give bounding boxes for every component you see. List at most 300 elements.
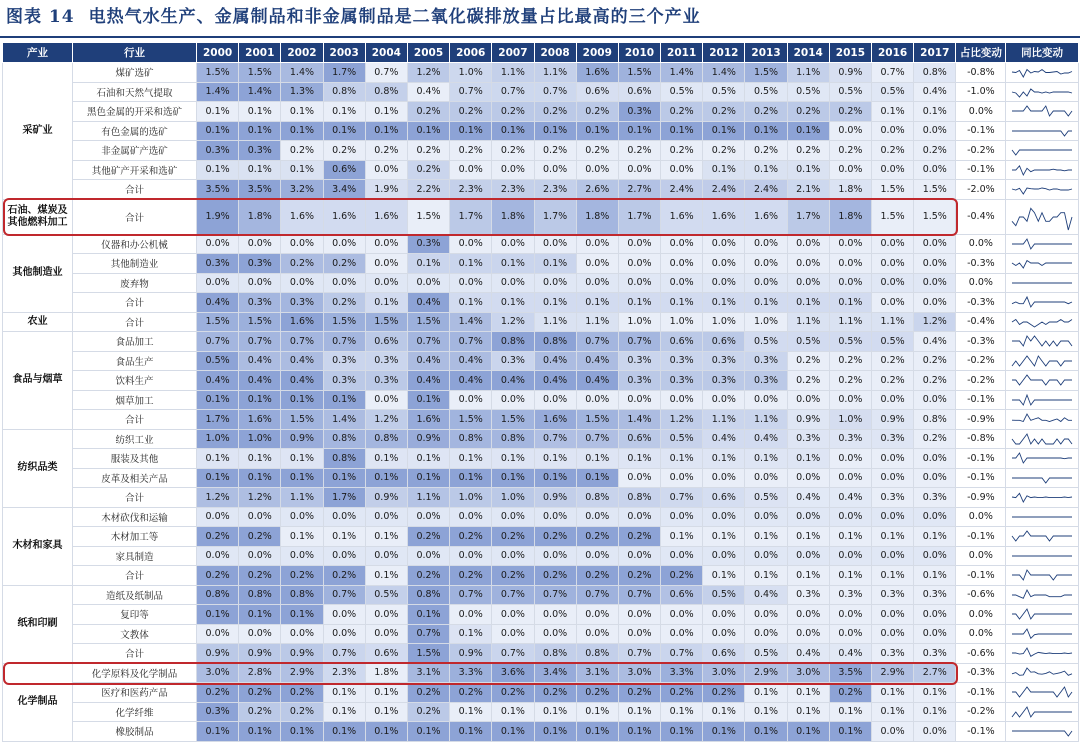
value-cell: 0.0% bbox=[787, 507, 829, 527]
value-cell: 0.0% bbox=[492, 273, 534, 293]
value-cell: 1.0% bbox=[745, 312, 787, 332]
value-cell: 0.1% bbox=[239, 102, 281, 122]
value-cell: 0.8% bbox=[323, 449, 365, 469]
value-cell: 1.5% bbox=[872, 180, 914, 200]
industry-cell: 饮料生产 bbox=[73, 371, 197, 391]
value-cell: 0.8% bbox=[323, 82, 365, 102]
table-row bbox=[3, 644, 1079, 664]
value-cell: 0.3% bbox=[197, 254, 239, 274]
value-cell: 0.6% bbox=[365, 644, 407, 664]
sparkline bbox=[1010, 104, 1074, 118]
value-cell: 0.0% bbox=[829, 507, 871, 527]
sparkline bbox=[1010, 237, 1074, 251]
industry-cell: 家具制造 bbox=[73, 546, 197, 566]
value-cell: 0.0% bbox=[576, 234, 618, 254]
value-cell: 0.0% bbox=[365, 273, 407, 293]
value-cell: 0.5% bbox=[745, 332, 787, 352]
value-cell: 0.8% bbox=[197, 585, 239, 605]
value-cell: 0.2% bbox=[872, 141, 914, 161]
value-cell: 0.0% bbox=[872, 121, 914, 141]
trend-cell bbox=[1006, 624, 1078, 644]
value-cell: 0.1% bbox=[914, 102, 956, 122]
value-cell: 1.4% bbox=[618, 410, 660, 430]
sparkline-path bbox=[1012, 590, 1072, 598]
value-cell: 0.1% bbox=[534, 702, 576, 722]
value-cell: 3.2% bbox=[281, 180, 323, 200]
value-cell: 0.6% bbox=[661, 332, 703, 352]
value-cell: 0.1% bbox=[323, 722, 365, 742]
trend-cell bbox=[1006, 429, 1078, 449]
value-cell: 0.4% bbox=[450, 371, 492, 391]
value-cell: 0.4% bbox=[492, 371, 534, 391]
value-cell: 0.1% bbox=[407, 254, 449, 274]
value-cell: 0.1% bbox=[576, 449, 618, 469]
value-cell: 1.6% bbox=[661, 199, 703, 234]
value-cell: 0.2% bbox=[829, 683, 871, 703]
trend-cell bbox=[1006, 199, 1078, 234]
title-rule bbox=[0, 36, 1080, 38]
value-cell: 0.2% bbox=[323, 566, 365, 586]
value-cell: 0.2% bbox=[239, 566, 281, 586]
change-cell: 0.0% bbox=[956, 507, 1006, 527]
value-cell: 0.0% bbox=[661, 624, 703, 644]
value-cell: 0.1% bbox=[450, 121, 492, 141]
industry-cell: 其他矿产开采和选矿 bbox=[73, 160, 197, 180]
value-cell: 0.0% bbox=[197, 273, 239, 293]
value-cell: 3.1% bbox=[576, 663, 618, 683]
sparkline-path bbox=[1012, 188, 1072, 194]
value-cell: 0.1% bbox=[703, 702, 745, 722]
sparkline bbox=[1010, 412, 1074, 426]
industry-cell: 化学纤维 bbox=[73, 702, 197, 722]
value-cell: 0.1% bbox=[323, 390, 365, 410]
value-cell: 0.8% bbox=[239, 585, 281, 605]
value-cell: 0.1% bbox=[281, 121, 323, 141]
sparkline-path bbox=[1012, 150, 1072, 155]
table-row bbox=[3, 234, 1079, 254]
value-cell: 1.0% bbox=[703, 312, 745, 332]
change-cell: -0.4% bbox=[956, 199, 1006, 234]
value-cell: 0.3% bbox=[914, 585, 956, 605]
value-cell: 0.0% bbox=[914, 390, 956, 410]
sparkline-path bbox=[1012, 208, 1072, 230]
header-year: 2015 bbox=[829, 43, 871, 63]
value-cell: 0.7% bbox=[365, 63, 407, 83]
value-cell: 0.2% bbox=[787, 141, 829, 161]
trend-cell bbox=[1006, 121, 1078, 141]
header-year: 2012 bbox=[703, 43, 745, 63]
change-cell: -0.1% bbox=[956, 722, 1006, 742]
value-cell: 0.0% bbox=[703, 546, 745, 566]
value-cell: 0.0% bbox=[914, 234, 956, 254]
table-row bbox=[3, 566, 1079, 586]
value-cell: 0.0% bbox=[661, 507, 703, 527]
value-cell: 0.0% bbox=[661, 546, 703, 566]
value-cell: 1.6% bbox=[534, 410, 576, 430]
sparkline-path bbox=[1012, 395, 1072, 405]
value-cell: 0.0% bbox=[661, 468, 703, 488]
value-cell: 0.6% bbox=[365, 332, 407, 352]
value-cell: 0.2% bbox=[323, 254, 365, 274]
value-cell: 1.0% bbox=[239, 429, 281, 449]
value-cell: 0.2% bbox=[323, 293, 365, 313]
change-cell: -0.1% bbox=[956, 449, 1006, 469]
value-cell: 1.6% bbox=[365, 199, 407, 234]
value-cell: 2.7% bbox=[618, 180, 660, 200]
value-cell: 0.2% bbox=[450, 102, 492, 122]
value-cell: 0.0% bbox=[197, 546, 239, 566]
value-cell: 0.3% bbox=[829, 429, 871, 449]
value-cell: 0.1% bbox=[197, 121, 239, 141]
industry-cell: 有色金属的选矿 bbox=[73, 121, 197, 141]
value-cell: 0.5% bbox=[829, 332, 871, 352]
industry-cell: 煤矿选矿 bbox=[73, 63, 197, 83]
trend-cell bbox=[1006, 585, 1078, 605]
value-cell: 1.6% bbox=[576, 63, 618, 83]
change-cell: -0.1% bbox=[956, 527, 1006, 547]
header-year: 2016 bbox=[872, 43, 914, 63]
value-cell: 0.3% bbox=[323, 371, 365, 391]
value-cell: 0.6% bbox=[576, 82, 618, 102]
value-cell: 1.5% bbox=[281, 410, 323, 430]
sector-cell: 化学制品 bbox=[3, 663, 73, 741]
value-cell: 1.1% bbox=[492, 63, 534, 83]
value-cell: 0.8% bbox=[576, 488, 618, 508]
trend-cell bbox=[1006, 449, 1078, 469]
value-cell: 0.2% bbox=[407, 683, 449, 703]
sparkline-path bbox=[1012, 319, 1072, 327]
industry-cell: 废弃物 bbox=[73, 273, 197, 293]
value-cell: 0.8% bbox=[365, 429, 407, 449]
sparkline-path bbox=[1012, 70, 1072, 78]
sector-cell: 其他制造业 bbox=[3, 234, 73, 312]
value-cell: 0.0% bbox=[281, 546, 323, 566]
value-cell: 1.6% bbox=[745, 199, 787, 234]
value-cell: 0.7% bbox=[618, 585, 660, 605]
value-cell: 0.1% bbox=[618, 121, 660, 141]
sparkline bbox=[1010, 588, 1074, 602]
value-cell: 0.7% bbox=[661, 644, 703, 664]
header-year: 2002 bbox=[281, 43, 323, 63]
industry-cell: 合计 bbox=[73, 180, 197, 200]
value-cell: 0.0% bbox=[281, 624, 323, 644]
value-cell: 0.0% bbox=[450, 390, 492, 410]
value-cell: 0.2% bbox=[703, 683, 745, 703]
value-cell: 0.3% bbox=[829, 585, 871, 605]
value-cell: 0.0% bbox=[661, 605, 703, 625]
value-cell: 0.0% bbox=[618, 507, 660, 527]
value-cell: 0.1% bbox=[197, 102, 239, 122]
header-year: 2010 bbox=[618, 43, 660, 63]
value-cell: 0.0% bbox=[745, 507, 787, 527]
value-cell: 0.0% bbox=[745, 468, 787, 488]
change-cell: 0.0% bbox=[956, 273, 1006, 293]
value-cell: 0.1% bbox=[872, 683, 914, 703]
value-cell: 1.0% bbox=[661, 312, 703, 332]
value-cell: 0.7% bbox=[323, 644, 365, 664]
sparkline bbox=[1010, 85, 1074, 99]
value-cell: 0.4% bbox=[914, 332, 956, 352]
value-cell: 0.0% bbox=[534, 390, 576, 410]
value-cell: 0.1% bbox=[365, 468, 407, 488]
value-cell: 0.7% bbox=[492, 644, 534, 664]
trend-cell bbox=[1006, 234, 1078, 254]
value-cell: 0.4% bbox=[787, 644, 829, 664]
value-cell: 0.2% bbox=[618, 683, 660, 703]
industry-cell: 化学原料及化学制品 bbox=[73, 663, 197, 683]
value-cell: 0.0% bbox=[618, 254, 660, 274]
figure-title-text: 电热气水生产、金属制品和非金属制品是二氧化碳排放量占比最高的三个产业 bbox=[88, 7, 701, 27]
table-row bbox=[3, 702, 1079, 722]
value-cell: 0.1% bbox=[197, 390, 239, 410]
value-cell: 0.0% bbox=[872, 605, 914, 625]
value-cell: 0.0% bbox=[829, 234, 871, 254]
industry-cell: 纺织工业 bbox=[73, 429, 197, 449]
value-cell: 0.0% bbox=[576, 390, 618, 410]
value-cell: 0.0% bbox=[492, 390, 534, 410]
value-cell: 0.2% bbox=[450, 141, 492, 161]
value-cell: 0.9% bbox=[239, 644, 281, 664]
value-cell: 0.6% bbox=[661, 585, 703, 605]
value-cell: 2.4% bbox=[703, 180, 745, 200]
sparkline-path bbox=[1012, 106, 1072, 116]
value-cell: 0.1% bbox=[197, 449, 239, 469]
industry-cell: 合计 bbox=[73, 410, 197, 430]
value-cell: 0.4% bbox=[450, 351, 492, 371]
value-cell: 0.0% bbox=[872, 273, 914, 293]
value-cell: 0.9% bbox=[787, 410, 829, 430]
value-cell: 1.5% bbox=[914, 180, 956, 200]
sparkline-path bbox=[1012, 629, 1072, 638]
sparkline bbox=[1010, 276, 1074, 290]
value-cell: 1.6% bbox=[703, 199, 745, 234]
sparkline-path bbox=[1012, 687, 1072, 697]
value-cell: 1.8% bbox=[239, 199, 281, 234]
value-cell: 0.1% bbox=[323, 702, 365, 722]
table-row bbox=[3, 663, 1079, 683]
table-body bbox=[3, 63, 1079, 742]
value-cell: 0.4% bbox=[407, 351, 449, 371]
value-cell: 0.7% bbox=[576, 585, 618, 605]
value-cell: 1.0% bbox=[450, 63, 492, 83]
value-cell: 0.0% bbox=[323, 605, 365, 625]
value-cell: 0.1% bbox=[661, 722, 703, 742]
industry-cell: 合计 bbox=[73, 293, 197, 313]
sparkline-path bbox=[1012, 707, 1072, 717]
value-cell: 0.2% bbox=[914, 371, 956, 391]
trend-cell bbox=[1006, 273, 1078, 293]
value-cell: 0.1% bbox=[365, 527, 407, 547]
table-row bbox=[3, 121, 1079, 141]
header-year: 2003 bbox=[323, 43, 365, 63]
sparkline-path bbox=[1012, 239, 1072, 249]
sparkline bbox=[1010, 315, 1074, 329]
value-cell: 0.3% bbox=[872, 488, 914, 508]
value-cell: 3.5% bbox=[239, 180, 281, 200]
value-cell: 0.1% bbox=[745, 293, 787, 313]
value-cell: 0.3% bbox=[872, 585, 914, 605]
industry-cell: 造纸及纸制品 bbox=[73, 585, 197, 605]
value-cell: 0.0% bbox=[576, 160, 618, 180]
value-cell: 0.9% bbox=[450, 644, 492, 664]
value-cell: 0.1% bbox=[239, 160, 281, 180]
sector-cell: 采矿业 bbox=[3, 63, 73, 200]
value-cell: 0.1% bbox=[745, 702, 787, 722]
sparkline-path bbox=[1012, 570, 1072, 580]
value-cell: 3.4% bbox=[323, 180, 365, 200]
value-cell: 0.8% bbox=[914, 410, 956, 430]
change-cell: -0.3% bbox=[956, 254, 1006, 274]
value-cell: 0.6% bbox=[703, 488, 745, 508]
value-cell: 0.2% bbox=[745, 102, 787, 122]
value-cell: 0.3% bbox=[492, 351, 534, 371]
value-cell: 0.8% bbox=[576, 644, 618, 664]
value-cell: 0.0% bbox=[703, 507, 745, 527]
sparkline-path bbox=[1012, 434, 1072, 444]
value-cell: 0.1% bbox=[281, 102, 323, 122]
sparkline-path bbox=[1012, 336, 1072, 346]
table-row bbox=[3, 546, 1079, 566]
header-sector: 产业 bbox=[3, 43, 73, 63]
value-cell: 0.7% bbox=[197, 332, 239, 352]
value-cell: 0.2% bbox=[281, 141, 323, 161]
value-cell: 0.0% bbox=[450, 273, 492, 293]
value-cell: 0.0% bbox=[239, 234, 281, 254]
value-cell: 0.0% bbox=[576, 507, 618, 527]
value-cell: 0.1% bbox=[323, 102, 365, 122]
value-cell: 1.1% bbox=[787, 312, 829, 332]
trend-cell bbox=[1006, 527, 1078, 547]
value-cell: 0.7% bbox=[450, 82, 492, 102]
value-cell: 0.3% bbox=[239, 254, 281, 274]
value-cell: 1.4% bbox=[450, 312, 492, 332]
value-cell: 0.2% bbox=[492, 527, 534, 547]
value-cell: 0.0% bbox=[534, 234, 576, 254]
value-cell: 0.0% bbox=[661, 234, 703, 254]
value-cell: 0.1% bbox=[872, 566, 914, 586]
value-cell: 0.0% bbox=[829, 624, 871, 644]
value-cell: 0.7% bbox=[323, 585, 365, 605]
value-cell: 0.0% bbox=[492, 624, 534, 644]
value-cell: 0.1% bbox=[407, 468, 449, 488]
industry-cell: 复印等 bbox=[73, 605, 197, 625]
value-cell: 0.7% bbox=[618, 644, 660, 664]
value-cell: 2.4% bbox=[745, 180, 787, 200]
sparkline-path bbox=[1012, 478, 1072, 483]
value-cell: 1.0% bbox=[197, 429, 239, 449]
trend-cell bbox=[1006, 702, 1078, 722]
value-cell: 0.0% bbox=[365, 160, 407, 180]
value-cell: 0.9% bbox=[281, 429, 323, 449]
value-cell: 0.3% bbox=[197, 141, 239, 161]
trend-cell bbox=[1006, 102, 1078, 122]
value-cell: 1.8% bbox=[492, 199, 534, 234]
trend-cell bbox=[1006, 488, 1078, 508]
value-cell: 0.1% bbox=[323, 121, 365, 141]
value-cell: 0.1% bbox=[197, 722, 239, 742]
value-cell: 1.6% bbox=[239, 410, 281, 430]
value-cell: 0.0% bbox=[872, 507, 914, 527]
value-cell: 0.1% bbox=[407, 390, 449, 410]
change-cell: -0.6% bbox=[956, 644, 1006, 664]
table-row bbox=[3, 371, 1079, 391]
value-cell: 0.4% bbox=[787, 488, 829, 508]
value-cell: 0.1% bbox=[239, 468, 281, 488]
value-cell: 0.0% bbox=[618, 624, 660, 644]
value-cell: 0.0% bbox=[323, 507, 365, 527]
value-cell: 0.5% bbox=[872, 82, 914, 102]
table-row bbox=[3, 624, 1079, 644]
value-cell: 0.1% bbox=[365, 293, 407, 313]
value-cell: 0.0% bbox=[239, 624, 281, 644]
change-cell: -0.2% bbox=[956, 351, 1006, 371]
value-cell: 0.1% bbox=[281, 449, 323, 469]
table-row bbox=[3, 141, 1079, 161]
value-cell: 0.1% bbox=[323, 683, 365, 703]
value-cell: 0.0% bbox=[829, 273, 871, 293]
value-cell: 0.2% bbox=[323, 141, 365, 161]
value-cell: 0.0% bbox=[323, 234, 365, 254]
value-cell: 2.8% bbox=[239, 663, 281, 683]
value-cell: 0.1% bbox=[365, 102, 407, 122]
trend-cell bbox=[1006, 644, 1078, 664]
value-cell: 0.2% bbox=[787, 371, 829, 391]
value-cell: 0.0% bbox=[872, 468, 914, 488]
value-cell: 0.1% bbox=[450, 254, 492, 274]
value-cell: 1.5% bbox=[576, 410, 618, 430]
value-cell: 0.7% bbox=[661, 488, 703, 508]
value-cell: 0.6% bbox=[703, 644, 745, 664]
value-cell: 0.0% bbox=[872, 234, 914, 254]
value-cell: 0.1% bbox=[492, 293, 534, 313]
value-cell: 0.1% bbox=[618, 449, 660, 469]
sparkline-path bbox=[1012, 89, 1072, 97]
value-cell: 0.2% bbox=[492, 683, 534, 703]
value-cell: 0.2% bbox=[787, 102, 829, 122]
change-cell: 0.0% bbox=[956, 234, 1006, 254]
sector-cell: 石油、煤炭及其他燃料加工 bbox=[3, 199, 73, 234]
value-cell: 0.8% bbox=[492, 332, 534, 352]
industry-cell: 食品加工 bbox=[73, 332, 197, 352]
value-cell: 3.4% bbox=[534, 663, 576, 683]
value-cell: 3.1% bbox=[407, 663, 449, 683]
value-cell: 1.2% bbox=[239, 488, 281, 508]
value-cell: 0.1% bbox=[703, 527, 745, 547]
table-row bbox=[3, 351, 1079, 371]
value-cell: 0.8% bbox=[914, 63, 956, 83]
value-cell: 1.2% bbox=[661, 410, 703, 430]
sparkline-path bbox=[1012, 609, 1072, 619]
value-cell: 0.0% bbox=[829, 121, 871, 141]
value-cell: 0.2% bbox=[407, 160, 449, 180]
table-row bbox=[3, 527, 1079, 547]
value-cell: 0.7% bbox=[618, 332, 660, 352]
industry-cell: 黑色金属的开采和选矿 bbox=[73, 102, 197, 122]
value-cell: 0.2% bbox=[872, 371, 914, 391]
value-cell: 0.9% bbox=[365, 488, 407, 508]
value-cell: 0.0% bbox=[534, 273, 576, 293]
value-cell: 0.0% bbox=[450, 507, 492, 527]
value-cell: 0.0% bbox=[703, 254, 745, 274]
value-cell: 1.5% bbox=[914, 199, 956, 234]
value-cell: 0.1% bbox=[576, 293, 618, 313]
industry-cell: 合计 bbox=[73, 199, 197, 234]
change-cell: 0.0% bbox=[956, 102, 1006, 122]
figure-label: 图表 14 bbox=[6, 7, 75, 27]
trend-cell bbox=[1006, 332, 1078, 352]
sparkline bbox=[1010, 451, 1074, 465]
value-cell: 1.7% bbox=[323, 488, 365, 508]
